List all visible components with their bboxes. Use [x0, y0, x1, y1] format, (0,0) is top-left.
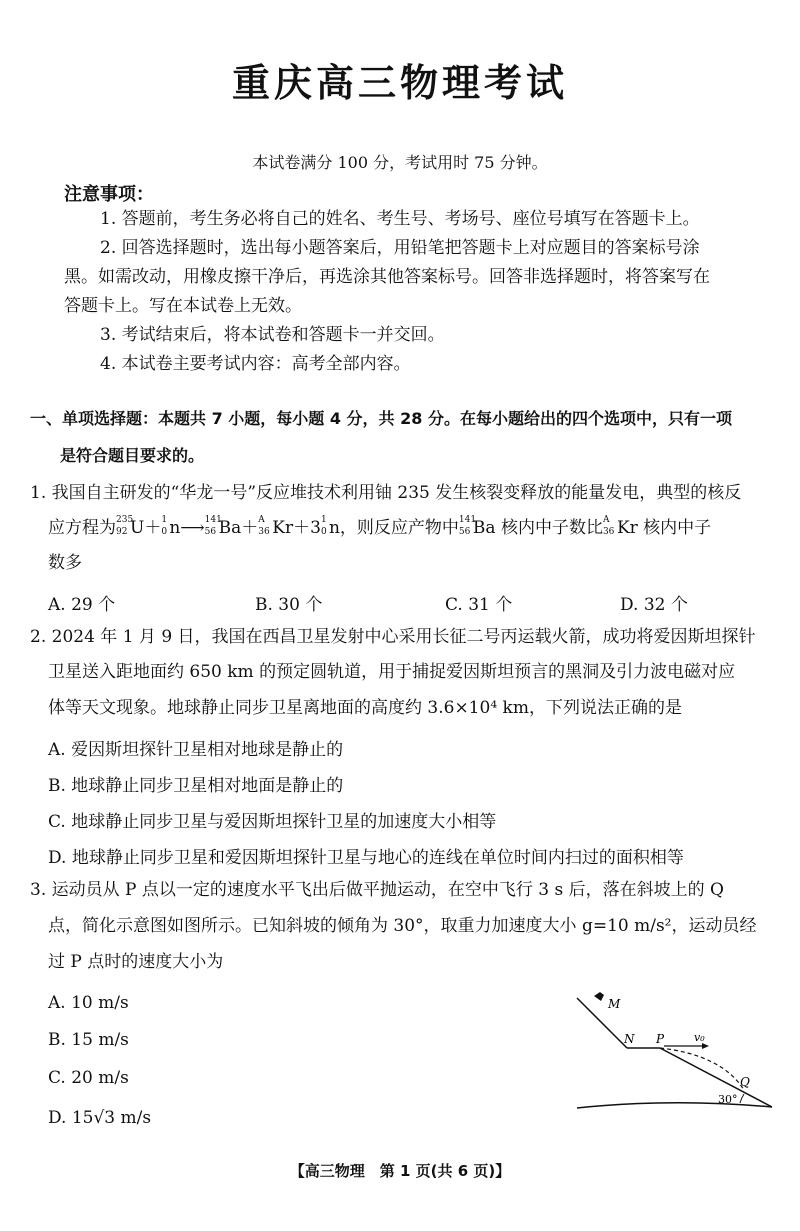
q1-line-2-end2: Kr 核内中子	[616, 518, 712, 538]
q3-option-a: A. 10 m/s	[48, 993, 129, 1013]
q1-line-2-prefix: 应方程为	[48, 518, 116, 538]
q2-option-c: C. 地球静止同步卫星与爱因斯坦探针卫星的加速度大小相等	[48, 812, 497, 832]
q3-line-3: 过 P 点时的速度大小为	[48, 952, 224, 972]
ba-ref-mass: 141	[458, 515, 477, 525]
label-p: P	[656, 1032, 665, 1046]
q1-option-b: B. 30 个	[255, 595, 323, 615]
q2-line-1: 2. 2024 年 1 月 9 日，我国在西昌卫星发射中心采用长征二号丙运载火箭，成功将爱因斯坦探针	[30, 627, 756, 647]
nuclide-ba	[204, 515, 222, 541]
u-symbol: U	[130, 518, 145, 538]
reaction-arrow: ⟶	[180, 518, 205, 538]
plus-sign: ＋	[144, 518, 162, 538]
n-z: 0	[161, 527, 168, 537]
ba-mass: 141	[204, 515, 222, 525]
nuclide-u	[116, 515, 134, 541]
nuclide-kr-ref	[603, 515, 617, 541]
q3-line-2: 点，简化示意图如图所示。已知斜坡的倾角为 30°，取重力加速度大小 g=10 m/s²，运动员经	[48, 916, 757, 936]
q2-option-a: A. 爱因斯坦探针卫星相对地球是静止的	[48, 740, 344, 760]
notice-heading: 注意事项：	[64, 184, 154, 205]
notice-item-2: 2. 回答选择题时，选出每小题答案后，用铅笔把答题卡上对应题目的答案标号涂	[100, 238, 700, 258]
q1-option-c: C. 31 个	[445, 595, 513, 615]
u-mass: 235	[116, 515, 134, 525]
q3-option-c: C. 20 m/s	[48, 1068, 129, 1088]
plus-sign-3: ＋3	[293, 518, 321, 538]
label-n: N	[624, 1032, 635, 1046]
q2-line-2: 卫星送入距地面约 650 km 的预定圆轨道，用于捕捉爱因斯坦预言的黑洞及引力波电磁对应	[48, 662, 736, 682]
ba-ref-z: 56	[458, 527, 471, 537]
ba-z: 56	[204, 527, 217, 537]
q1-line-2	[48, 515, 711, 541]
q1-line-1: 1. 我国自主研发的“华龙一号”反应堆技术利用铀 235 发生核裂变释放的能量发电，典型的核反	[30, 483, 742, 503]
ba-symbol: Ba	[218, 518, 242, 538]
kr-ref-z: 36	[602, 527, 615, 537]
q3-line-1: 3. 运动员从 P 点以一定的速度水平飞出后做平抛运动，在空中飞行 3 s 后，落在斜坡上的 Q	[30, 880, 724, 900]
notice-item-1: 1. 答题前，考生务必将自己的姓名、考生号、考场号、座位号填写在答题卡上。	[100, 209, 700, 229]
n-symbol: n	[169, 518, 181, 538]
label-angle: 30°	[718, 1093, 738, 1106]
ground-curve	[577, 1103, 772, 1108]
u-z: 92	[116, 527, 128, 537]
label-q: Q	[740, 1075, 750, 1089]
lower-slope	[660, 1048, 772, 1107]
nuclide-n	[161, 515, 169, 541]
label-v0: v₀	[694, 1031, 705, 1044]
nuclide-ba-ref	[458, 515, 477, 541]
kr-ref-mass: A	[602, 515, 610, 525]
q2-option-d: D. 地球静止同步卫星和爱因斯坦探针卫星与地心的连线在单位时间内扫过的面积相等	[48, 848, 684, 868]
notice-item-3: 3. 考试结束后，将本试卷和答题卡一并交回。	[100, 325, 445, 345]
plus-sign-2: ＋	[241, 518, 259, 538]
nuclide-kr	[258, 515, 272, 541]
n2-z: 0	[320, 527, 327, 537]
page-title: 重庆高三物理考试	[231, 61, 568, 105]
label-m: M	[608, 997, 621, 1011]
kr-z: 36	[258, 527, 270, 537]
page-footer: 【高三物理 第 1 页(共 6 页)】	[289, 1162, 511, 1180]
angle-arc	[740, 1094, 744, 1103]
n2-mass: 1	[320, 515, 327, 525]
q2-line-3: 体等天文现象。地球静止同步卫星离地面的高度约 3.6×10⁴ km，下列说法正确的是	[48, 698, 682, 718]
q1-line-2-end1: Ba 核内中子数比	[472, 518, 603, 538]
n-mass: 1	[161, 515, 168, 525]
nuclide-n2	[321, 515, 329, 541]
q3-option-d: D. 15√3 m/s	[48, 1108, 152, 1128]
exam-subtitle: 本试卷满分 100 分，考试用时 75 分钟。	[252, 153, 548, 172]
skier-icon	[594, 992, 604, 1001]
notice-item-4: 4. 本试卷主要考试内容：高考全部内容。	[100, 354, 411, 374]
q1-option-a: A. 29 个	[48, 595, 116, 615]
slope-diagram	[572, 990, 782, 1115]
q2-option-b: B. 地球静止同步卫星相对地面是静止的	[48, 776, 344, 796]
q1-line-2-suffix: ，则反应产物中	[339, 518, 459, 538]
section-heading-cont: 是符合题目要求的。	[60, 446, 205, 465]
n2-symbol: n	[328, 518, 340, 538]
kr-symbol: Kr	[272, 518, 294, 538]
section-heading: 一、单项选择题：本题共 7 小题，每小题 4 分，共 28 分。在每小题给出的四个选项中，只有一项	[30, 409, 732, 428]
kr-mass: A	[258, 515, 265, 525]
notice-item-2-cont2: 答题卡上。写在本试卷上无效。	[64, 296, 302, 316]
q3-option-b: B. 15 m/s	[48, 1030, 129, 1050]
q1-line-3: 数多	[48, 553, 82, 573]
notice-item-2-cont: 黑。如需改动，用橡皮擦干净后，再选涂其他答案标号。回答非选择题时，将答案写在	[64, 267, 710, 287]
q1-option-d: D. 32 个	[620, 595, 688, 615]
